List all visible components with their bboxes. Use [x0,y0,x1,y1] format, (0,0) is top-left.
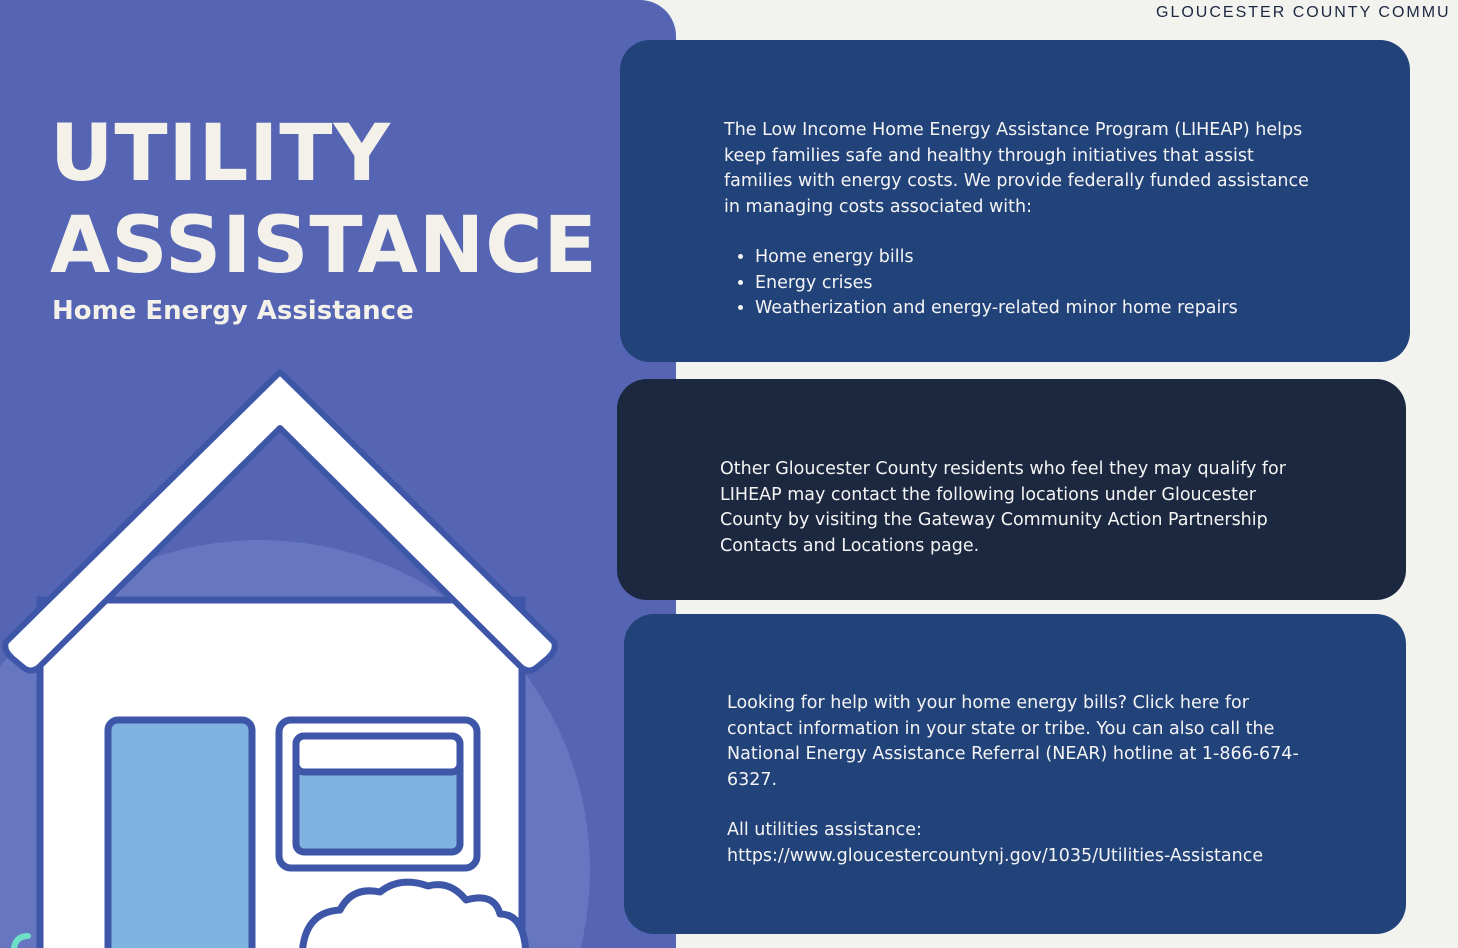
info-card-hotline [624,614,1406,934]
page-title [50,108,598,292]
organization-name: GLOUCESTER COUNTY COMMU [1156,4,1451,21]
list-item: • Energy crises [755,271,1310,297]
bullet-list [724,245,1310,322]
title-line-1: UTILITY [50,109,391,199]
card-paragraph: The Low Income Home Energy Assistance Program (LIHEAP) helps keep families safe and healthy through initiatives that assist families with energy costs. We provide federally funded assistance in managing costs associated with: [724,120,1309,217]
page-subtitle: Home Energy Assistance [52,296,414,326]
list-item: • Weatherization and energy-related minor home repairs [755,296,1310,322]
info-card-liheap [620,40,1410,362]
info-card-locations [617,379,1406,600]
hero-panel [0,0,676,948]
title-line-2: ASSISTANCE [50,201,598,291]
door-icon [108,720,252,948]
house-icon [0,360,600,948]
utilities-link[interactable]: https://www.gloucestercountynj.gov/1035/Utilities-Assistance [727,845,1264,866]
list-item: • Home energy bills [755,245,1310,271]
link-label: All utilities assistance: [727,820,922,840]
card-paragraph: Other Gloucester County residents who feel they may qualify for LIHEAP may contact the following locations under Gloucester County by visiting the Gateway Community Action Partnership Contacts and Locations page. [720,459,1286,556]
card-paragraph: Looking for help with your home energy bills? Click here for contact information in your state or tribe. You can also call the National Energy Assistance Referral (NEAR) hotline at 1-866-674-6327. [727,693,1299,790]
